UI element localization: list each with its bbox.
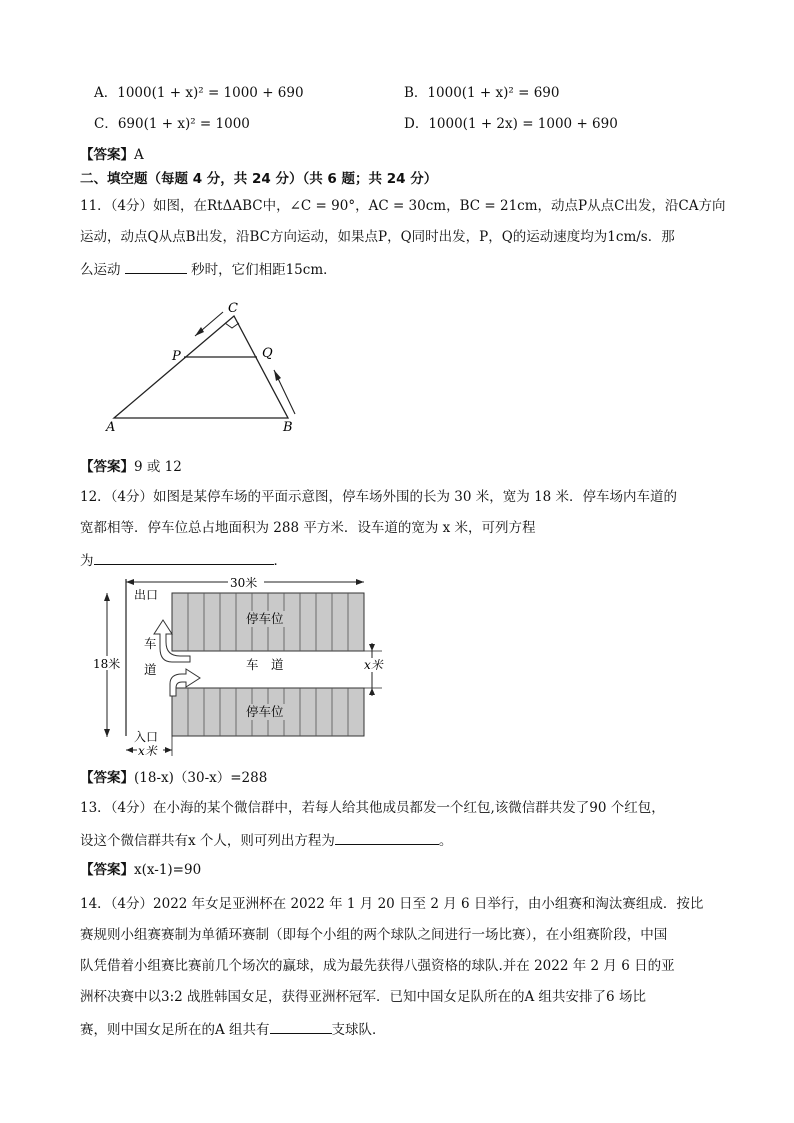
triangle-figure [100,296,310,436]
q12-answer-blank[interactable] [94,550,274,565]
q11-line3-pre: 么运动 [80,262,121,278]
lane-arrow-bottom [369,688,375,695]
arrow-p-head [195,327,204,336]
bottom-arrow-right [165,747,172,753]
q11-answer-line [80,458,182,476]
q12-answer: (18-x)（30-x）=288 [134,770,268,786]
q13-line2 [80,830,452,850]
lane-arrow-top [369,644,375,651]
height-arrow-top [104,593,110,601]
q14-line2: 赛规则小组赛赛制为单循环赛制（即每个小组的两个球队之间进行一场比赛），在小组赛阶段，中国 [80,927,668,943]
q14-line1: 14．（4分）2022 年女足亚洲杯在 2022 年 1 月 20 日至 2 月 6 日举行，由小组赛和淘汰赛组成．按比 [80,896,704,912]
q14-answer-blank[interactable] [270,1019,332,1034]
q11-line1: 11．（4分）如图，在RtΔABC中，∠C = 90°，AC = 30cm，BC = 21cm，动点P从点C出发，沿CA方向 [80,198,726,214]
q13-answer-line [80,861,201,879]
answer-tag: 【答案】 [80,862,134,878]
option-d: D．1000(1 + 2x) = 1000 + 690 [404,116,618,132]
label-c: C [228,301,238,316]
q13-answer: x(x-1)=90 [134,862,202,878]
q11-line2: 运动，动点Q从点B出发，沿BC方向运动，如果点P，Q同时出发，P，Q的运动速度均为1cm/s．那 [80,229,675,245]
lane-side-char-1: 车 [144,636,157,651]
bottom-arrow-left [126,747,133,753]
q12-line3-post: ． [273,553,287,569]
width-arrow-right [356,579,364,585]
q12-line3 [80,550,287,570]
section-title: 二、填空题（每题 4 分，共 24 分）（共 6 题；共 24 分） [80,171,438,187]
q13-answer-blank[interactable] [335,830,439,845]
q11-answer: 9 或 12 [134,459,182,475]
label-a: A [106,420,116,435]
q14-line5-pre: 赛，则中国女足所在的A 组共有 [80,1022,270,1038]
parking-label-bottom: 停车位 [246,704,284,719]
parking-label-top: 停车位 [246,611,284,626]
label-q: Q [262,346,273,361]
label-p: P [172,349,181,364]
lane-label: 车 道 [246,657,284,672]
answer-tag: 【答案】 [80,459,134,475]
answer-tag: 【答案】 [80,147,134,163]
lane-side-char-2: 道 [144,662,157,677]
q10-answer-line [80,146,144,164]
q12-line3-pre: 为 [80,553,94,569]
height-arrow-bottom [104,729,110,737]
label-b: B [283,420,293,435]
q12-answer-line [80,769,267,787]
option-b: B．1000(1 + x)² = 690 [404,85,560,101]
answer-tag: 【答案】 [80,770,134,786]
parking-lot-figure [88,576,398,762]
entrance-label: 入口 [134,730,159,744]
option-c: C．690(1 + x)² = 1000 [94,116,250,132]
arrow-q-head [274,370,281,381]
q12-line1: 12．（4分）如图是某停车场的平面示意图，停车场外围的长为 30 米，宽为 18 米．停车场内车道的 [80,489,678,505]
q13-line2-post: 。 [438,833,453,849]
bottom-width-label: x米 [138,744,157,758]
q14-line5 [80,1019,386,1039]
q12-line2: 宽都相等．停车位总占地面积为 288 平方米．设车道的宽为 x 米，可列方程 [80,520,536,536]
q14-line5-post: 支球队． [331,1022,386,1038]
q11-answer-blank[interactable] [125,259,187,274]
width-label: 30米 [230,576,258,590]
q14-line3: 队凭借着小组赛比赛前几个场次的赢球，成为最先获得八强资格的球队.并在 2022 年 2 月 6 日的亚 [80,958,675,974]
width-arrow-left [126,579,134,585]
q14-line4: 洲杯决赛中以3:2 战胜韩国女足，获得亚洲杯冠军．已知中国女足队所在的A 组共安排了6 场比 [80,989,646,1005]
exit-label: 出口 [134,588,159,602]
q10-answer: A [134,147,144,163]
lane-width-label: x米 [364,658,383,672]
option-a: A．1000(1 + x)² = 1000 + 690 [94,85,304,101]
q11-line3 [80,259,337,279]
height-label: 18米 [93,657,121,671]
right-angle-mark [225,323,239,328]
q11-line3-post: 秒时，它们相距15cm． [191,262,337,278]
q13-line2-pre: 设这个微信群共有x 个人，则可列出方程为 [80,833,335,849]
q13-line1: 13．（4分）在小海的某个微信群中，若每人给其他成员都发一个红包,该微信群共发了90 个红包， [80,800,665,816]
